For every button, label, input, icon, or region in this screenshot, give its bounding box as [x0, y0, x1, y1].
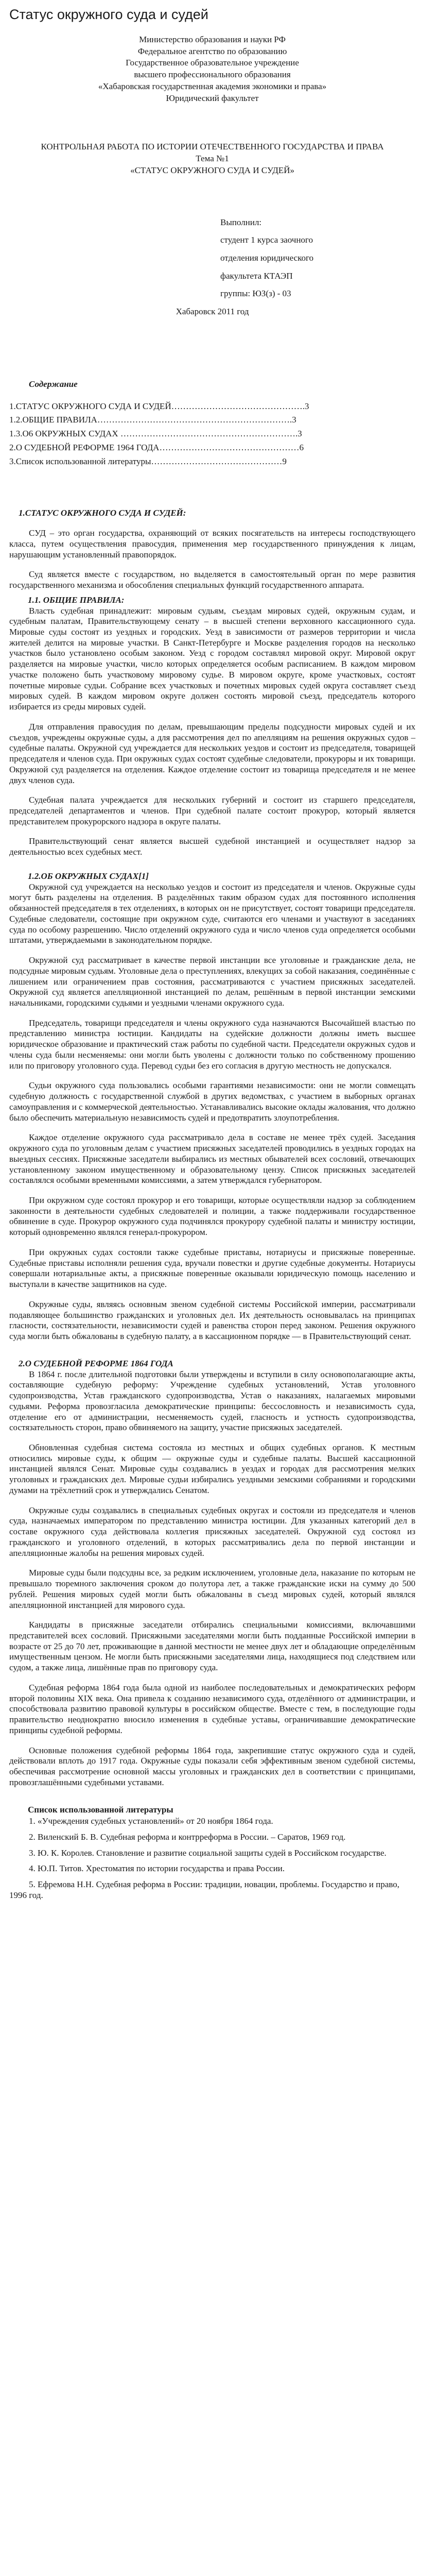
section-1	[9, 508, 415, 1351]
title-line: Юридический факультет	[166, 93, 259, 103]
toc-item: 1.3.О6 ОКРУЖНЫХ СУДАХ …………………………………………………….3	[9, 429, 302, 439]
bibliography-item: 4. Ю.П. Титов. Хрестоматия по истории государства и права России.	[29, 1863, 285, 1874]
author-meta	[220, 217, 415, 300]
paragraph: При окружном суде состоял прокурор и его товарищи, которые осуществляли надзор за соблюдением законности в деятельности судебных следователей и полиции, а также поддерживали государственное обвинение в суде. Прокурор окружного суда подчинялся прокурору судебной палаты и министру юстиции, который одновременно являлся генерал-прокурором.	[9, 1195, 415, 1238]
bibliography-list	[9, 1816, 415, 1901]
title-line: Министерство образования и науки РФ	[139, 34, 286, 44]
topic-line: Тема №1	[196, 154, 229, 164]
toc-item: 3.Список использованной литературы………………………………………9	[9, 456, 287, 466]
paragraph: Судебная реформа 1864 года была одной из наиболее последовательных и демократических реформ второй половины XIX века. Она привела к созданию независимого суда, отделённого от администрации, и способствовала развитию правовой культуры в российском обществе. Вместе с тем, в последующие годы правительство неоднократно вносило изменения в судебные уставы, ограничивавшие демократические принципы судебной реформы.	[9, 1682, 415, 1735]
section-heading: 1.СТАТУС ОКРУЖНОГО СУДА И СУДЕЙ:	[19, 508, 186, 518]
meta-line: факультета КТАЭП	[220, 270, 293, 281]
title-line: Федеральное агентство по образованию	[137, 46, 287, 56]
sub1-paragraphs	[9, 606, 415, 867]
paragraph: Правительствующий сенат является высшей судебной инстанцией и осуществляет надзор за деятельностью всех судебных мест.	[9, 836, 415, 857]
table-of-contents	[9, 379, 415, 467]
paragraph: Власть судебная принадлежит: мировым судьям, съездам мировых судей, окружным судам, и судебным палатам, Правительствующему сенату – в высшей степени верховного кассационного суда. Мировые суды состоят из уездных и городских. Уезд в зависимости от размеров территории и числа жителей делится на мировые участки. В Санкт-Петербурге и Москве разделения городов на несколько участков было установлено особым законом. Уезд с городом составлял мировой округ. Мировой округ разделяется на мировые участки, число которых определяется особым расписанием. В каждом мировом участке положено быть участковому мировому судье. В мировом округе, кроме участковых, состоят почетные мировые судьи. Собрание всех участковых и почетных мировых судей округа составляет съезд мировых судей. В каждом мировом округе должен состоять мировой съезд, председатель которого избирается из среды мировых судей.	[9, 605, 415, 712]
title-line: «Хабаровская государственная академия экономики и права»	[98, 81, 327, 91]
title-block	[9, 35, 415, 317]
title-line: Государственное образовательное учреждение	[126, 58, 299, 68]
paragraph: Окружной суд рассматривает в качестве первой инстанции все уголовные и гражданские дела, не подсудные мировым судьям. Уголовные дела о преступлениях, влекущих за собой наказания, соединённые с лишением или ограничением прав состояния, рассматриваются с участием присяжных заседателей. Окружной суд является апелляционной инстанцией по делам, решённым в первой инстанции земскими начальниками, городскими судьями и уездными членами окружного суда.	[9, 955, 415, 1008]
paragraph: При окружных судах состояли также судебные приставы, нотариусы и присяжные поверенные. Судебные приставы исполняли решения суда, вручали повестки и другие судебные документы. Нотариусы совершали нотариальные акты, а присяжные поверенные оказывали юридическую помощь населению и выступали в качестве защитников на суде.	[9, 1247, 415, 1290]
contents-heading: Содержание	[29, 379, 78, 389]
section2-paragraphs	[9, 1369, 415, 1798]
bibliography-item: 1. «Учреждения судебных установлений» от 20 ноября 1864 года.	[29, 1816, 273, 1826]
meta-line: Выполнил:	[220, 217, 262, 227]
paragraph: Судебная палата учреждается для нескольких губерний и состоит из старшего председателя, председателей департаментов и членов. При судебной палате состоит прокурор, который является представителем прокурорского надзора в округе палаты.	[9, 795, 415, 826]
paragraph: Для отправления правосудия по делам, превышающим пределы подсудности мировых судей и их съездов, учреждены окружные суды, а для рассмотрения дел по апелляциям на решения окружных судов – судебные палаты. Окружной суд учреждается для нескольких уездов и состоит из председателя, товарищей председателя и членов суда. При окружных судах состоят судебные следователи, прокуроры и их товарищи. Окружной суд разделяется на отделения. Каждое отделение состоит из товарища председателя и не менее двух членов суда.	[9, 721, 415, 785]
paragraph: Мировые суды были подсудны все, за редким исключением, уголовные дела, наказание по которым не превышало тюремного заключения сроком до полутора лет, а также гражданские иски на сумму до 500 рублей. Решения мировых судей могли быть обжалованы в съезд мировых судей, который являлся апелляционной инстанцией для мирового суда.	[9, 1568, 415, 1610]
paragraph: Основные положения судебной реформы 1864 года, закрепившие статус окружного суда и судей, действовали вплоть до 1917 года. Окружные суды показали себя эффективным звеном судебной системы, обеспечивая рассмотрение основной массы уголовных и гражданских дел в соответствии с принципами, провозглашёнными судебными уставами.	[9, 1745, 415, 1787]
paragraph: Судьи окружного суда пользовались особыми гарантиями независимости: они не могли совмещать судебную должность с государственной службой в других ведомствах, с участием в выборных органах самоуправления и с коммерческой деятельностью. Устанавливались высокие оклады жалования, что должно было обеспечить материальную независимость судей и предотвратить злоупотребления.	[9, 1080, 415, 1123]
meta-line: студент 1 курса заочного	[220, 235, 313, 245]
paragraph: Каждое отделение окружного суда рассматривало дела в составе не менее трёх судей. Заседания окружного суда по уголовным делам с участием присяжных заседателей проводились в уездных городах на выездных сессиях. Присяжные заседатели выбирались из местных обывателей всех сословий, отвечающих установленному законом имущественному и образовательному цензу. Список присяжных заседателей составлялся особыми временными комиссиями, а затем утверждался губернатором.	[9, 1132, 415, 1185]
title-line: высшего профессионального образования	[134, 70, 291, 80]
bibliography-item: 3. Ю. К. Королев. Становление и развитие социальной защиты судей в Российском государстве.	[29, 1848, 387, 1858]
paragraph: Председатель, товарищи председателя и члены окружного суда назначаются Высочайшей властью по представлению министра юстиции. Кандидаты на судейские должности должны иметь высшее юридическое образование и практический стаж работы по судебной части. Председатели окружных судов и члены суда были несменяемы: они могли быть уволены с должности только по собственному прошению или по приговору уголовного суда. Перевод судьи без его согласия в другую местность не допускался.	[9, 1018, 415, 1071]
paragraph: Окружной суд учреждается на несколько уездов и состоит из председателя и членов. Окружные суды могут быть разделены на отделения. В разделённых таким образом судах для постоянного исполнения обязанностей председателя в тех отделениях, в которых он не присутствует, состоят товарищи председателя. Судебные следователи, состоящие при окружном суде, считаются его членами и участвуют в заседаниях суда по особому разрешению. Число отделений окружного суда и число членов суда определяется особыми штатами, утверждаемыми в законодательном порядке.	[9, 882, 415, 945]
toc-item: 1.2.ОБЩИЕ ПРАВИЛА………………………………………………………….3	[9, 415, 297, 425]
paragraph: Кандидаты в присяжные заседатели отбирались специальными комиссиями, включавшими представителей всех сословий. Присяжными заседателями могли быть подданные Российской империи в возрасте от 25 до 70 лет, проживающие в данной местности не менее двух лет и обладающие определённым имущественным цензом. Не могли быть присяжными заседателями лица, находящиеся под следствием или судом, а также лица, лишённые прав по приговору суда.	[9, 1620, 415, 1673]
paragraph: Обновленная судебная система состояла из местных и общих судебных органов. К местным относились мировые суды, к общим — окружные суды и судебные палаты. Высшей кассационной инстанцией являлся Сенат. Мировые суды создавались в уездах и городах для рассмотрения мелких уголовных и гражданских дел. Мировые судьи избирались уездными земскими собраниями и городскими думами на трёхлетний срок и утверждались Сенатом.	[9, 1442, 415, 1495]
toc-item: 1.СТАТУС ОКРУЖНОГО СУДА И СУДЕЙ……………………………………….3	[9, 401, 309, 411]
bibliography	[9, 1805, 415, 1901]
bibliography-item: 2. Виленский Б. В. Судебная реформа и контрреформа в России. – Саратов, 1969 год.	[29, 1832, 346, 1842]
toc-item: 2.О СУДЕБНОЙ РЕФОРМЕ 1964 ГОДА…………………………………………6	[9, 442, 304, 452]
subsection-heading: 1.1. ОБЩИЕ ПРАВИЛА:	[28, 595, 125, 605]
section-heading: 2.О СУДЕБНОЙ РЕФОРМЕ 1864 ГОДА	[19, 1358, 173, 1368]
paragraph: Суд является вместе с государством, но выделяется в самостоятельный орган по мере развития государственного механизма и обособления специальных функций государственного аппарата.	[9, 569, 415, 590]
paragraph: Окружные суды создавались в специальных судебных округах и состояли из председателя и членов суда, назначаемых императором по представлению министра юстиции. Для указанных категорий дел в составе окружного суда действовала коллегия присяжных заседателей. Окружной суд состоял из гражданского и уголовного отделений, в которых рассматривались дела по первой инстанции и апелляционные жалобы на решения мировых судей.	[9, 1505, 415, 1558]
meta-line: группы: ЮЗ(з) - 03	[220, 289, 291, 299]
section-2	[9, 1359, 415, 1798]
city-year: Хабаровск 2011 год	[176, 307, 249, 317]
paragraph: В 1864 г. после длительной подготовки были утверждены и вступили в силу основополагающие акты, составляющие судебную реформу: Учреждение судебных установлений, Устав уголовного судопроизводства, Устав гражданского судопроизводства, Устав о наказаниях, налагаемых мировыми судьями. Реформа провозгласила демократические принципы: бессословность и независимость суда, отделение его от администрации, несменяемость судей, гласность и устность судопроизводства, состязательность сторон, право обвиняемого на защиту, участие присяжных заседателей.	[9, 1369, 415, 1433]
sub2-paragraphs	[9, 882, 415, 1351]
bibliography-heading: Список использованной литературы	[28, 1804, 173, 1815]
bibliography-item: 5. Ефремова Н.Н. Судебная реформа в России: традиции, новации, проблемы. Государство и право, 1996 год.	[9, 1879, 399, 1900]
subsection-heading: 1.2.ОБ ОКРУЖНЫХ СУДАХ[1]	[28, 871, 149, 881]
paragraph: Окружные суды, являясь основным звеном судебной системы Российской империи, рассматривали подавляющее большинство гражданских и уголовных дел. Их деятельность основывалась на принципах гласности, состязательности, независимости судей и равенства сторон перед законом. Решения окружного суда могли быть обжалованы в судебную палату, а в кассационном порядке — в Правительствующий сенат.	[9, 1299, 415, 1342]
topic-name: «СТАТУС ОКРУЖНОГО СУДА И СУДЕЙ»	[130, 165, 294, 175]
meta-line: отделения юридического	[220, 253, 314, 263]
site-title: Статус окружного суда и судей	[9, 7, 208, 22]
paragraph: СУД – это орган государства, охраняющий от всяких посягательств на интересы господствующего класса, путем осуществления правосудия, применения мер государственного принуждения к лицам, нарушающим установленный правопорядок.	[9, 528, 415, 560]
work-title: КОНТРОЛЬНАЯ РАБОТА ПО ИСТОРИИ ОТЕЧЕСТВЕННОГО ГОСУДАРСТВА И ПРАВА	[41, 142, 384, 152]
